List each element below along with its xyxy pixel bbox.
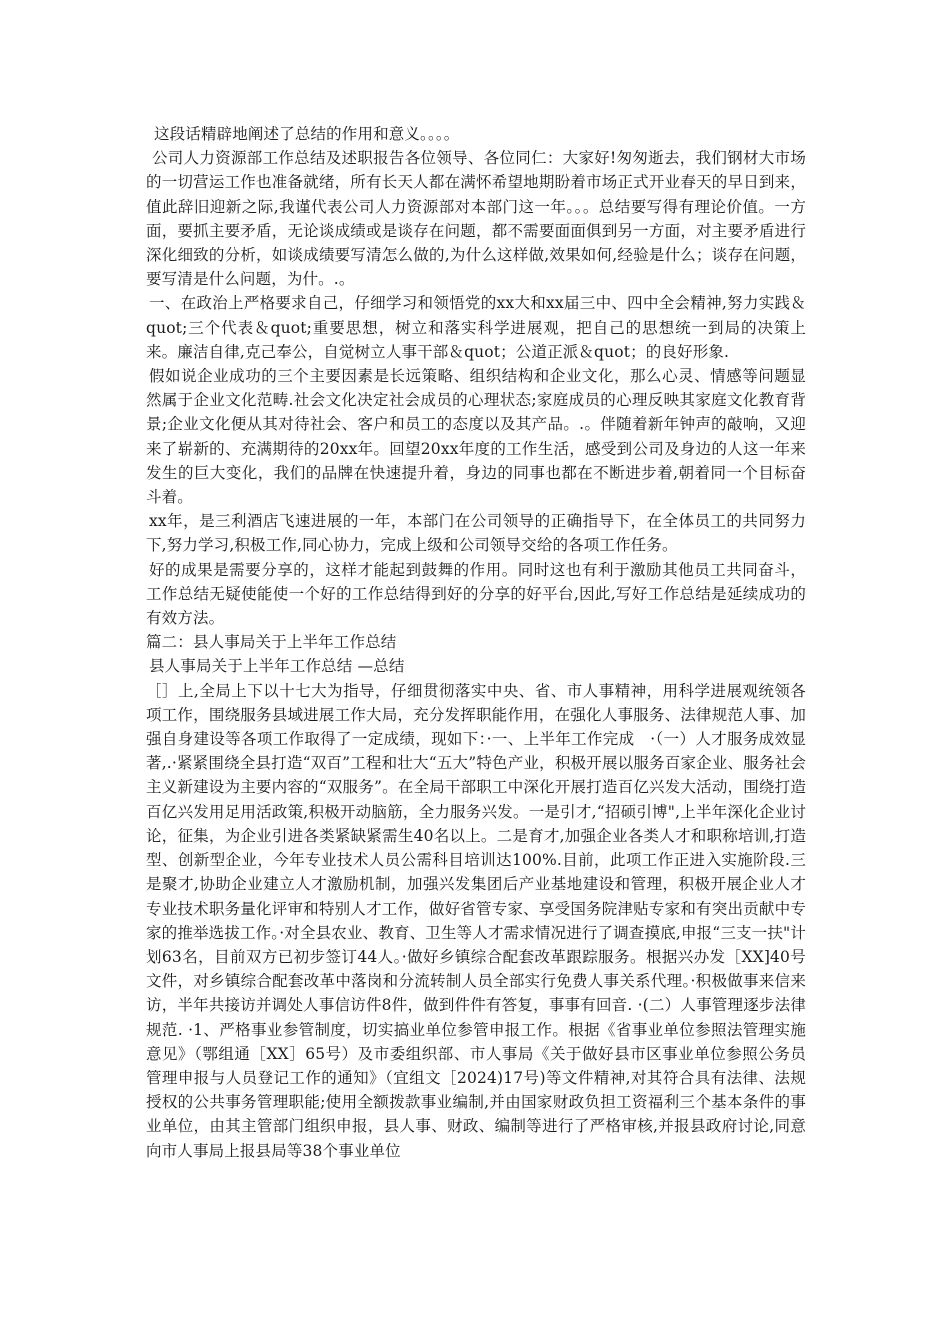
paragraph-4: 假如说企业成功的三个主要因素是长远策略、组织结构和企业文化，那么心灵、情感等问题显然属于企业文化范畴.社会文化决定社会成员的心理状态;家庭成员的心理反映其家庭文化教育背景;企业文化便从其对待社会、客户和员工的态度以及其产品。.。伴随着新年钟声的敲响，又迎来了崭新的、充满期待的20xx年。回望20xx年度的工作生活，感受到公司及身边的人这一年来发生的巨大变化，我们的品牌在快速提升着，身边的同事也都在不断进步着,朝着同一个目标奋斗着。 [146, 367, 806, 507]
section-title: 篇二：县人事局关于上半年工作总结 [146, 633, 397, 652]
paragraph-2: 公司人力资源部工作总结及述职报告各位领导、各位同仁：大家好!匆匆逝去，我们钢材大市场的一切营运工作也准备就绪，所有长天人都在满怀希望地期盼着市场正式开业春天的早日到来，值此辞旧迎新之际,我谨代表公司人力资源部对本部门这一年。。。总结要写得有理论价值。一方面，要抓主要矛盾，无论谈成绩或是谈存在问题，都不需要面面俱到另一方面，对主要矛盾进行深化细致的分析，如谈成绩要写清怎么做的,为什么这样做,效果如何,经验是什么；谈存在问题，要写清是什么问题，为什。.。 [146, 149, 806, 289]
paragraph-5: xx年，是三利酒店飞速进展的一年，本部门在公司领导的正确指导下，在全体员工的共同努力下,努力学习,积极工作,同心协力，完成上级和公司领导交给的各项工作任务。 [146, 512, 806, 555]
paragraph-3: 一、在政治上严格要求自己，仔细学习和领悟党的xx大和xx届三中、四中全会精神,努力实践＆quot;三个代表＆quot;重要思想，树立和落实科学进展观，把自己的思想统一到局的决策上来。廉洁自律,克己奉公，自觉树立人事干部＆quot；公道正派＆quot；的良好形象. [146, 294, 806, 361]
document-page [146, 122, 806, 1163]
body-text: ［］上,全局上下以十七大为指导，仔细贯彻落实中央、省、市人事精神，用科学进展观统领各项工作，围绕服务县域进展工作大局，充分发挥职能作用，在强化人事服务、法律规范人事、加强自身建设等各项工作取得了一定成绩，现如下：·一、上半年工作完成 ·（一）人才服务成效显著,.·紧紧围绕全县打造“双百”工程和壮大“五大”特色产业，积极开展以服务百家企业、服务社会主义新建设为主要内容的“双服务”。在全局干部职工中深化开展打造百亿兴发大活动，围绕打造百亿兴发用足用活政策,积极开动脑筋，全力服务兴发。一是引才,“招硕引博",上半年深化企业讨论，征集，为企业引进各类紧缺紧需生40名以上。二是育才,加强企业各类人才和职称培训,打造型、创新型企业，今年专业技术人员公需科目培训达100%.目前，此项工作正进入实施阶段.三是聚才,协助企业建立人才激励机制，加强兴发集团后产业基地建设和管理，积极开展企业人才专业技术职务量化评审和特别人才工作，做好省管专家、享受国务院津贴专家和有突出贡献中专家的推举选拔工作。·对全县农业、教育、卫生等人才需求情况进行了调查摸底,申报“三支一扶"计划63名，目前双方已初步签订44人。·做好乡镇综合配套改革跟踪服务。根据兴办发［XX]40号文件，对乡镇综合配套改革中落岗和分流转制人员全部实行免费人事关系代理。·积极做事来信来访，半年共接访并调处人事信访件8件，做到件件有答复，事事有回音. ·(二）人事管理逐步法律规范. ·1、严格事业参管制度，切实搞业单位参管申报工作。根据《省事业单位参照法管理实施意见》（鄂组通［XX］65号）及市委组织部、市人事局《关于做好县市区事业单位参照公务员管理申报与人员登记工作的通知》（宜组文［2024)17号)等文件精神,对其符合具有法律、法规授权的公共事务管理职能;使用全额拨款事业编制,并由国家财政负担工资福利三个基本条件的事业单位，由其主管部门组织申报，县人事、财政、编制等进行了严格审核,并报县政府讨论,同意向市人事局上报县局等38个事业单位 [146, 681, 806, 1160]
paragraph-6: 好的成果是需要分享的，这样才能起到鼓舞的作用。同时这也有利于激励其他员工共同奋斗，工作总结无疑使能使一个好的工作总结得到好的分享的好平台,因此,写好工作总结是延续成功的有效方法。 [146, 560, 806, 628]
paragraph-1: 这段话精辟地阐述了总结的作用和意义。。。。 [154, 125, 460, 143]
section-subtitle: 县人事局关于上半年工作总结 —总结 [149, 657, 405, 676]
